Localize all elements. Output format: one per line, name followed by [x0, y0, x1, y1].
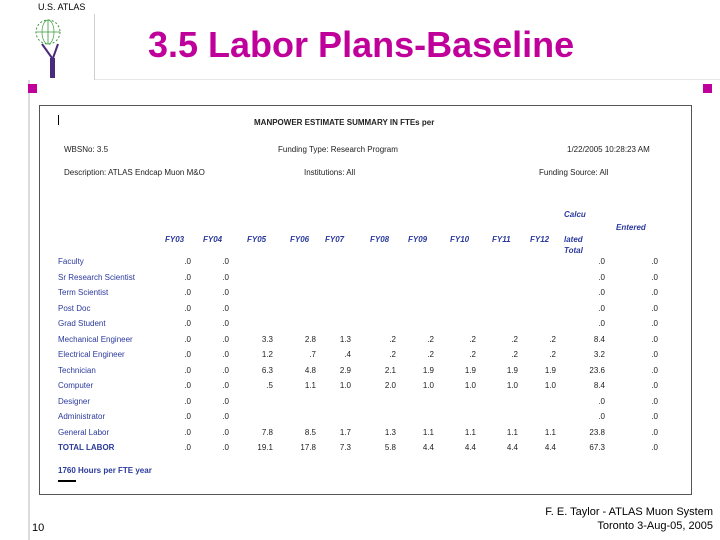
page-number: 10: [32, 522, 45, 534]
table-cell: 1.1: [422, 427, 434, 437]
column-header: FY11: [492, 235, 511, 244]
table-cell: .0: [222, 257, 229, 266]
table-cell: 8.5: [304, 427, 316, 437]
table-cell: .0: [222, 319, 229, 328]
entered-cell: .0: [651, 427, 658, 437]
table-cell: 1.3: [339, 334, 351, 344]
table-cell: .2: [427, 350, 434, 359]
column-header: FY03: [165, 235, 185, 244]
calculated-total-cell: 23.8: [589, 427, 605, 437]
table-cell: 3.3: [261, 334, 273, 344]
entered-cell: .0: [651, 272, 658, 282]
entered-cell: .0: [651, 412, 658, 421]
institutions: Institutions: All: [304, 168, 356, 177]
cursor-mark: [58, 115, 59, 125]
table-cell: .0: [222, 443, 229, 452]
table-cell: .4: [344, 350, 351, 359]
calculated-header-2: lated: [564, 235, 583, 244]
footnote-underline: [58, 480, 76, 482]
calculated-total-cell: 8.4: [593, 381, 605, 390]
table-cell: 1.9: [422, 365, 434, 375]
table-cell: 1.2: [261, 350, 273, 359]
table-cell: .0: [184, 288, 191, 297]
calculated-total-cell: .0: [598, 257, 605, 266]
calculated-header-3: Total: [564, 246, 583, 255]
table-cell: .0: [184, 257, 191, 266]
table-cell: 4.4: [464, 443, 476, 452]
column-header: FY07: [325, 235, 345, 244]
table-cell: .0: [222, 303, 229, 313]
left-rule: [28, 80, 30, 540]
funding-source: Funding Source: All: [539, 168, 609, 177]
table-cell: 1.0: [464, 381, 476, 390]
table-cell: .2: [549, 334, 556, 344]
table-cell: .0: [222, 396, 229, 406]
table-cell: .0: [184, 334, 191, 344]
table-cell: 1.9: [464, 365, 476, 375]
row-label: Faculty: [58, 257, 84, 266]
table-cell: .0: [184, 272, 191, 282]
table-cell: .2: [427, 334, 434, 344]
table-cell: .0: [184, 412, 191, 421]
title-rule: [95, 79, 720, 80]
column-header: FY08: [370, 235, 390, 244]
row-label: Technician: [58, 365, 96, 375]
table-cell: .5: [266, 381, 273, 390]
row-label: Term Scientist: [58, 288, 109, 297]
bullet-marker: [28, 84, 37, 93]
table-cell: .0: [184, 365, 191, 375]
row-label: Electrical Engineer: [58, 350, 125, 359]
table-cell: 7.8: [261, 427, 273, 437]
report-timestamp: 1/22/2005 10:28:23 AM: [567, 145, 650, 154]
table-cell: .0: [222, 365, 229, 375]
footer-line-2: Toronto 3-Aug-05, 2005: [597, 520, 713, 532]
row-label: Post Doc: [58, 303, 91, 313]
entered-cell: .0: [651, 319, 658, 328]
row-label: Computer: [58, 381, 94, 390]
table-cell: 1.3: [384, 427, 396, 437]
table-cell: .0: [184, 350, 191, 359]
calculated-total-cell: 23.6: [589, 365, 605, 375]
entered-cell: .0: [651, 443, 658, 452]
table-cell: .0: [222, 272, 229, 282]
table-cell: 19.1: [257, 443, 273, 452]
table-cell: .2: [469, 350, 476, 359]
table-cell: 1.0: [544, 381, 556, 390]
calculated-total-cell: .0: [598, 272, 605, 282]
logo-text: U.S. ATLAS: [38, 2, 86, 12]
funding-type: Funding Type: Research Program: [278, 145, 398, 154]
column-header: FY09: [408, 235, 428, 244]
row-label: Mechanical Engineer: [58, 334, 133, 344]
calculated-header-1: Calcu: [564, 210, 586, 219]
row-label: Grad Student: [58, 319, 106, 328]
footer-line-1: F. E. Taylor - ATLAS Muon System: [545, 506, 713, 518]
table-cell: 4.4: [544, 443, 556, 452]
calculated-total-cell: .0: [598, 396, 605, 406]
table-cell: 2.9: [339, 365, 351, 375]
entered-cell: .0: [651, 257, 658, 266]
table-cell: .0: [222, 412, 229, 421]
table-cell: .2: [511, 350, 518, 359]
table-cell: 1.1: [544, 427, 556, 437]
row-label: General Labor: [58, 427, 110, 437]
table-cell: .0: [184, 381, 191, 390]
table-cell: 2.1: [384, 365, 396, 375]
table-cell: 1.9: [506, 365, 518, 375]
entered-cell: .0: [651, 288, 658, 297]
column-header: FY04: [203, 235, 223, 244]
table-cell: 4.4: [422, 443, 434, 452]
calculated-total-cell: .0: [598, 319, 605, 328]
table-cell: .2: [549, 350, 556, 359]
manpower-report: [39, 105, 692, 495]
table-cell: .0: [222, 350, 229, 359]
table-cell: 1.1: [464, 427, 476, 437]
table-cell: 1.9: [544, 365, 556, 375]
total-row-label: TOTAL LABOR: [58, 443, 115, 452]
table-cell: 2.8: [304, 334, 316, 344]
table-cell: 2.0: [384, 381, 396, 390]
entered-cell: .0: [651, 365, 658, 375]
table-cell: 1.0: [506, 381, 518, 390]
table-cell: .0: [222, 427, 229, 437]
wbs-number: WBSNo: 3.5: [64, 145, 109, 154]
atlas-figure-icon: [28, 14, 94, 80]
table-cell: .2: [389, 350, 396, 359]
report-heading: MANPOWER ESTIMATE SUMMARY IN FTEs per: [254, 118, 435, 127]
entered-cell: .0: [651, 350, 658, 359]
calculated-total-cell: 8.4: [593, 334, 605, 344]
calculated-total-cell: .0: [598, 303, 605, 313]
column-header: FY12: [530, 235, 550, 244]
footnote: 1760 Hours per FTE year: [58, 466, 152, 475]
table-cell: 6.3: [261, 365, 273, 375]
table-cell: 1.1: [506, 427, 518, 437]
column-header: FY10: [450, 235, 470, 244]
table-cell: .0: [184, 396, 191, 406]
calculated-total-cell: 3.2: [593, 350, 605, 359]
table-cell: .0: [222, 334, 229, 344]
entered-cell: .0: [651, 396, 658, 406]
calculated-total-cell: .0: [598, 288, 605, 297]
bullet-marker: [703, 84, 712, 93]
table-cell: .0: [184, 427, 191, 437]
table-cell: 1.0: [422, 381, 434, 390]
table-cell: 1.0: [339, 381, 351, 390]
table-cell: .0: [184, 443, 191, 452]
table-cell: 4.8: [304, 365, 316, 375]
entered-header: Entered: [616, 223, 646, 232]
table-cell: .0: [184, 319, 191, 328]
table-cell: .0: [184, 303, 191, 313]
table-cell: .2: [389, 334, 396, 344]
table-cell: 5.8: [384, 443, 396, 452]
table-cell: .0: [222, 381, 229, 390]
table-cell: 4.4: [506, 443, 518, 452]
table-cell: .0: [222, 288, 229, 297]
row-label: Administrator: [58, 412, 106, 421]
table-cell: 1.1: [304, 381, 316, 390]
slide-title: 3.5 Labor Plans-Baseline: [148, 24, 575, 65]
column-header: FY06: [290, 235, 310, 244]
calculated-total-cell: .0: [598, 412, 605, 421]
entered-cell: .0: [651, 303, 658, 313]
report-description: Description: ATLAS Endcap Muon M&O: [64, 168, 205, 177]
table-cell: .2: [511, 334, 518, 344]
row-label: Designer: [58, 396, 91, 406]
table-cell: 17.8: [300, 443, 316, 452]
table-cell: .2: [469, 334, 476, 344]
entered-cell: .0: [651, 381, 658, 390]
table-cell: 7.3: [339, 443, 351, 452]
atlas-logo: [28, 14, 95, 80]
calculated-total-cell: 67.3: [589, 443, 605, 452]
table-cell: .7: [309, 350, 316, 359]
row-label: Sr Research Scientist: [58, 272, 135, 282]
table-cell: 1.7: [339, 427, 351, 437]
entered-cell: .0: [651, 334, 658, 344]
column-header: FY05: [247, 235, 267, 244]
footer-credit: [545, 505, 713, 533]
